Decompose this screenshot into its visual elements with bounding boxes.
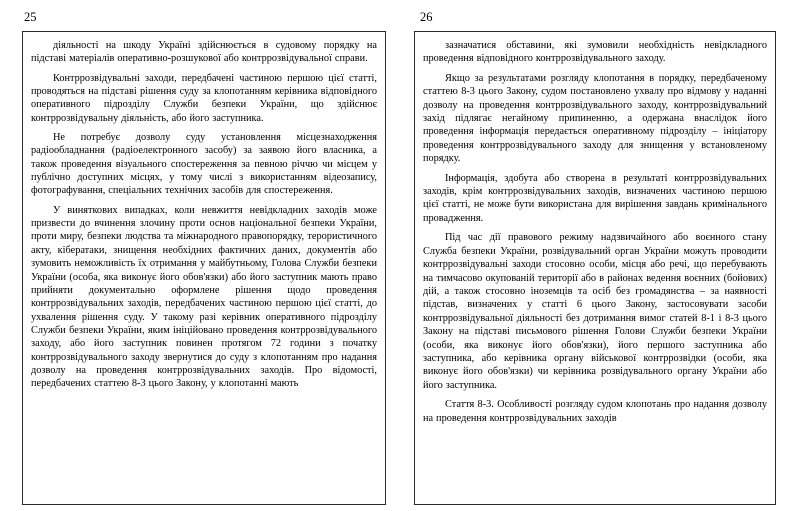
- paragraph: Інформація, здобута або створена в результаті контррозвідувальних заходів, крім контррозвідувальних заходів, визначених частиною першою цієї статті, не може бути використана для вирішення завдань кримінального провадження.: [423, 172, 767, 224]
- right-page: [400, 0, 800, 511]
- left-page-number: 25: [24, 10, 37, 24]
- page-gutter: [400, 0, 401, 511]
- paragraph: Контррозвідувальні заходи, передбачені частиною першою цієї статті, проводяться на підставі рішення суду за клопотанням керівника відповідного оперативного підрозділу Служби безпеки України, що здійснює контррозвідувальну діяльність, або його заступника.: [31, 72, 377, 124]
- paragraph: зазначатися обставини, які зумовили необхідність невідкладного проведення відповідного контррозвідувального заходу.: [423, 40, 767, 65]
- paragraph: У виняткових випадках, коли невжиття невідкладних заходів може призвести до вчинення злочину проти основ національної безпеки України, проти миру, безпеки людства та міжнародного правопорядку, терористичного акту, кібератаки, знищення необхідних фактичних даних, документів або зумовить неможливість їх отримання у майбутньому, Голова Служби безпеки України (особа, яка виконує його обов'язки) або його заступник мають право прийняти документально оформлене рішення щодо проведення контррозвідувальних заходів, передбачених частиною першою цієї статті, до ухвалення рішення суду. У такому разі керівник оперативного підрозділу Служби безпеки України, яким ініційовано проведення контррозвідувального заходу, або його заступник повинен протягом 72 години з початку контррозвідувального заходу звернутися до суду з клопотанням про надання дозволу на проведення контррозвідувальних заходів. Про відомості, передбачених статтею 8-3 цього Закону, у клопотанні мають: [31, 204, 377, 390]
- article-heading: Стаття 8-3. Особливості розгляду судом клопотань про надання дозволу на проведення контррозвідувальних заходів: [423, 399, 767, 424]
- paragraph: Під час дії правового режиму надзвичайного або воєнного стану Служба безпеки України, розвідувальний орган України можуть проводити контррозвідувальні заходи стосовно особи, місця або речі, що перебувають на тимчасово окупованій території або в районах ведення воєнних (бойових) дій, а також стосовно іноземців та осіб без громадянства – за наявності підстав, визначених у статті 6 цього Закону, застосовувати засоби контррозвідувальної діяльності без дотримання вимог статей 8-1 і 8-3 цього Закону на підставі письмового рішення Голови Служби безпеки України (особи, яка виконує його обов'язки), його першого заступника або заступника, або керівника органу військової контррозвідки (особи, яка виконує його обов'язки) чи керівника розвідувального органу України або його заступника.: [423, 232, 767, 391]
- paragraph: Не потребує дозволу суду установлення місцезнаходження радіообладнання (радіоелектронного засобу) за заявою його власника, а також проведення візуального спостереження за певною річчю чи місцем у публічно доступних місцях, у тому числі з використанням відеозапису, фотографування, спеціальних технічних засобів для спостереження.: [31, 132, 377, 197]
- paragraph: діяльності на шкоду Україні здійснюється в судовому порядку на підставі матеріалів оперативно-розшукової або контррозвідувальної справи.: [31, 40, 377, 65]
- right-text-frame: [414, 31, 776, 505]
- right-page-number: 26: [420, 10, 433, 24]
- left-text-frame: [22, 31, 386, 505]
- paragraph: Якщо за результатами розгляду клопотання в порядку, передбаченому статтею 8-3 цього Закону, судом постановлено ухвалу про відмову у наданні дозволу на проведення контррозвідувального заходу, контррозвідувальний захід підлягає негайному припиненню, а одержана внаслідок його проведення інформація передається оперативному підрозділу – ініціатору проведення контррозвідувального заходу для знищення у встановленому порядку.: [423, 72, 767, 165]
